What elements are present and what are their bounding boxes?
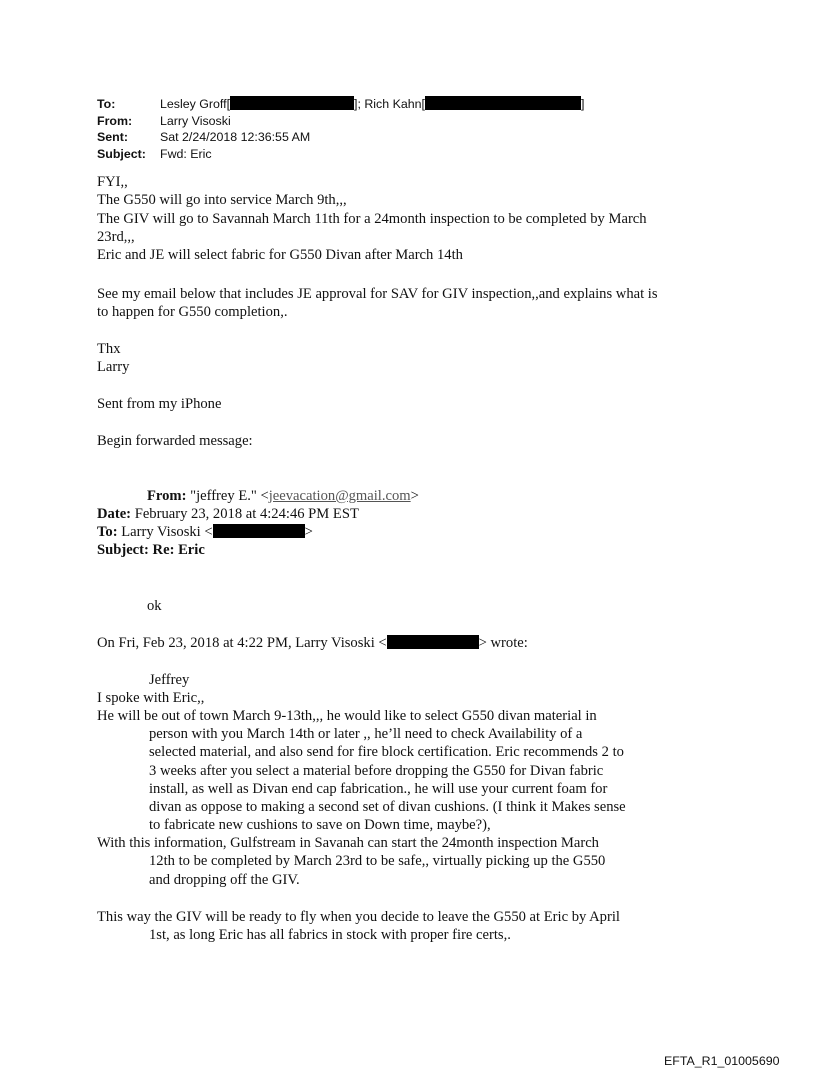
quoted-line: 3 weeks after you select a material before dropping the G550 for Divan fabric [149,763,604,779]
redaction-block [230,96,354,110]
quoted-line: install, as well as Divan end cap fabrication., he will use your current foam for [149,781,608,797]
fwd-from-email-link[interactable]: jeevacation@gmail.com [268,488,411,504]
reply-text: ok [147,598,162,614]
fwd-subject-value: Re: Eric [152,542,205,558]
subject-value: Fwd: Eric [160,146,212,161]
quoted-line: With this information, Gulfstream in Savanah can start the 24month inspection March [97,835,599,851]
quoted-line: person with you March 14th or later ,, he’ll need to check Availability of a [149,726,583,742]
to-value: Lesley Groff[ ]; Rich Kahn[ ] [160,97,585,111]
fwd-subject-line [97,541,205,559]
body-line: Sent from my iPhone [97,396,222,412]
fwd-from-line: From: "jeffrey E." <jeevacation@gmail.com> [147,488,419,504]
header-from-row [97,113,584,130]
fwd-from-label: From: [147,488,187,504]
body-line: Eric and JE will select fabric for G550 Divan after March 14th [97,247,463,263]
fwd-to-label: To: [97,524,118,540]
quoted-line: divan as oppose to making a second set of divan cushions. (I think it Makes sense [149,799,626,815]
body-line: to happen for G550 completion,. [97,304,288,320]
header-subject-row [97,146,584,163]
quoted-line: to fabricate new cushions to save on Down time, maybe?), [149,817,491,833]
quote-attribution: On Fri, Feb 23, 2018 at 4:22 PM, Larry Visoski < > wrote: [97,635,528,651]
sent-label: Sent: [97,130,128,144]
fwd-to-line: To: Larry Visoski < > [97,524,313,540]
quoted-line: I spoke with Eric,, [97,690,205,706]
fwd-from-name: "jeffrey E." < [190,488,269,504]
body-line: Larry [97,359,130,375]
fwd-date-value: February 23, 2018 at 4:24:46 PM EST [134,506,359,522]
header-to-row [97,96,584,113]
header-sent-row [97,129,584,146]
fwd-to-value: Larry Visoski < [121,524,213,540]
quoted-line: This way the GIV will be ready to fly when you decide to leave the G550 at Eric by April [97,909,620,925]
subject-label: Subject: [97,146,146,161]
quoted-line: He will be out of town March 9-13th,,, he would like to select G550 divan material in [97,708,597,724]
body-line: The G550 will go into service March 9th,,, [97,192,347,208]
body-line: Begin forwarded message: [97,433,253,449]
body-line: 23rd,,, [97,229,135,245]
quoted-line: and dropping off the GIV. [149,872,300,888]
sent-value: Sat 2/24/2018 12:36:55 AM [160,130,311,144]
body-line: FYI,, [97,174,128,190]
redaction-block [213,524,305,538]
fwd-date-label: Date: [97,506,132,522]
document-id: EFTA_R1_01005690 [664,1054,780,1068]
body-line: See my email below that includes JE approval for SAV for GIV inspection,,and explains what is [97,286,658,302]
redaction-block [425,96,581,110]
body-line: Thx [97,341,121,357]
to-label: To: [97,97,116,111]
fwd-subject-label: Subject: [97,542,149,558]
from-value: Larry Visoski [160,113,231,128]
body-line: The GIV will go to Savannah March 11th for a 24month inspection to be completed by March [97,211,647,227]
quoted-line: 12th to be completed by March 23rd to be safe,, virtually picking up the G550 [149,853,606,869]
email-header [97,96,584,162]
quoted-line: 1st, as long Eric has all fabrics in stock with proper fire certs,. [149,927,511,943]
fwd-date-line [97,505,359,523]
quoted-line: Jeffrey [149,672,190,688]
redaction-block [387,635,479,649]
from-label: From: [97,113,133,128]
quoted-line: selected material, and also send for fire block certification. Eric recommends 2 to [149,744,624,760]
